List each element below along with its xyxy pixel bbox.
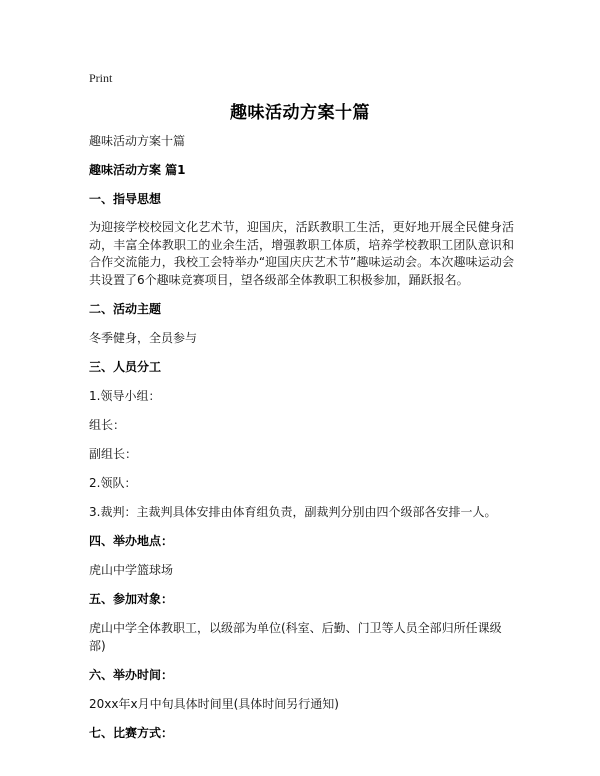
- heading-venue: 四、举办地点：: [89, 534, 174, 548]
- section-title: 趣味活动方案 篇1: [89, 163, 186, 177]
- paragraph-leadership-group: 1.领导小组：: [89, 389, 161, 403]
- paragraph-deputy-leader: 副组长：: [89, 447, 138, 461]
- paragraph-time: 20xx年x月中旬具体时间里(具体时间另行通知): [89, 697, 339, 711]
- print-label[interactable]: Print: [89, 71, 113, 85]
- paragraph-guiding-ideology: 为迎接学校校园文化艺术节，迎国庆，活跃教职工生活，更好地开展全民健身活动，丰富全体教职工的业余生活，增强教职工体质，培养学校教职工团队意识和合作交流能力，我校工会特举办“迎国庆庆艺术节”趣味运动会。本次趣味运动会共设置了6个趣味竞赛项目，望各级部全体教职工积极参加，踊跃报名。: [89, 220, 514, 287]
- paragraph-activity-theme: 冬季健身，全员参与: [89, 331, 198, 345]
- paragraph-venue: 虎山中学篮球场: [89, 563, 174, 577]
- heading-competition-format: 七、比赛方式：: [89, 726, 174, 740]
- paragraph-referee: 3.裁判：主裁判具体安排由体育组负责，副裁判分别由四个级部各安排一人。: [89, 505, 497, 519]
- document-subtitle: 趣味活动方案十篇: [89, 134, 186, 148]
- heading-participants: 五、参加对象：: [89, 592, 174, 606]
- paragraph-group-leader: 组长：: [89, 418, 126, 432]
- heading-activity-theme: 二、活动主题: [89, 302, 162, 316]
- heading-time: 六、举办时间：: [89, 668, 174, 682]
- paragraph-team-leader: 2.领队：: [89, 476, 137, 490]
- heading-staff-division: 三、人员分工: [89, 360, 162, 374]
- document-body: [89, 132, 514, 753]
- heading-guiding-ideology: 一、指导思想: [89, 192, 162, 206]
- page-title: 趣味活动方案十篇: [230, 103, 370, 123]
- paragraph-participants: 虎山中学全体教职工，以级部为单位(科室、后勤、门卫等人员全部归所任课级部): [89, 621, 502, 653]
